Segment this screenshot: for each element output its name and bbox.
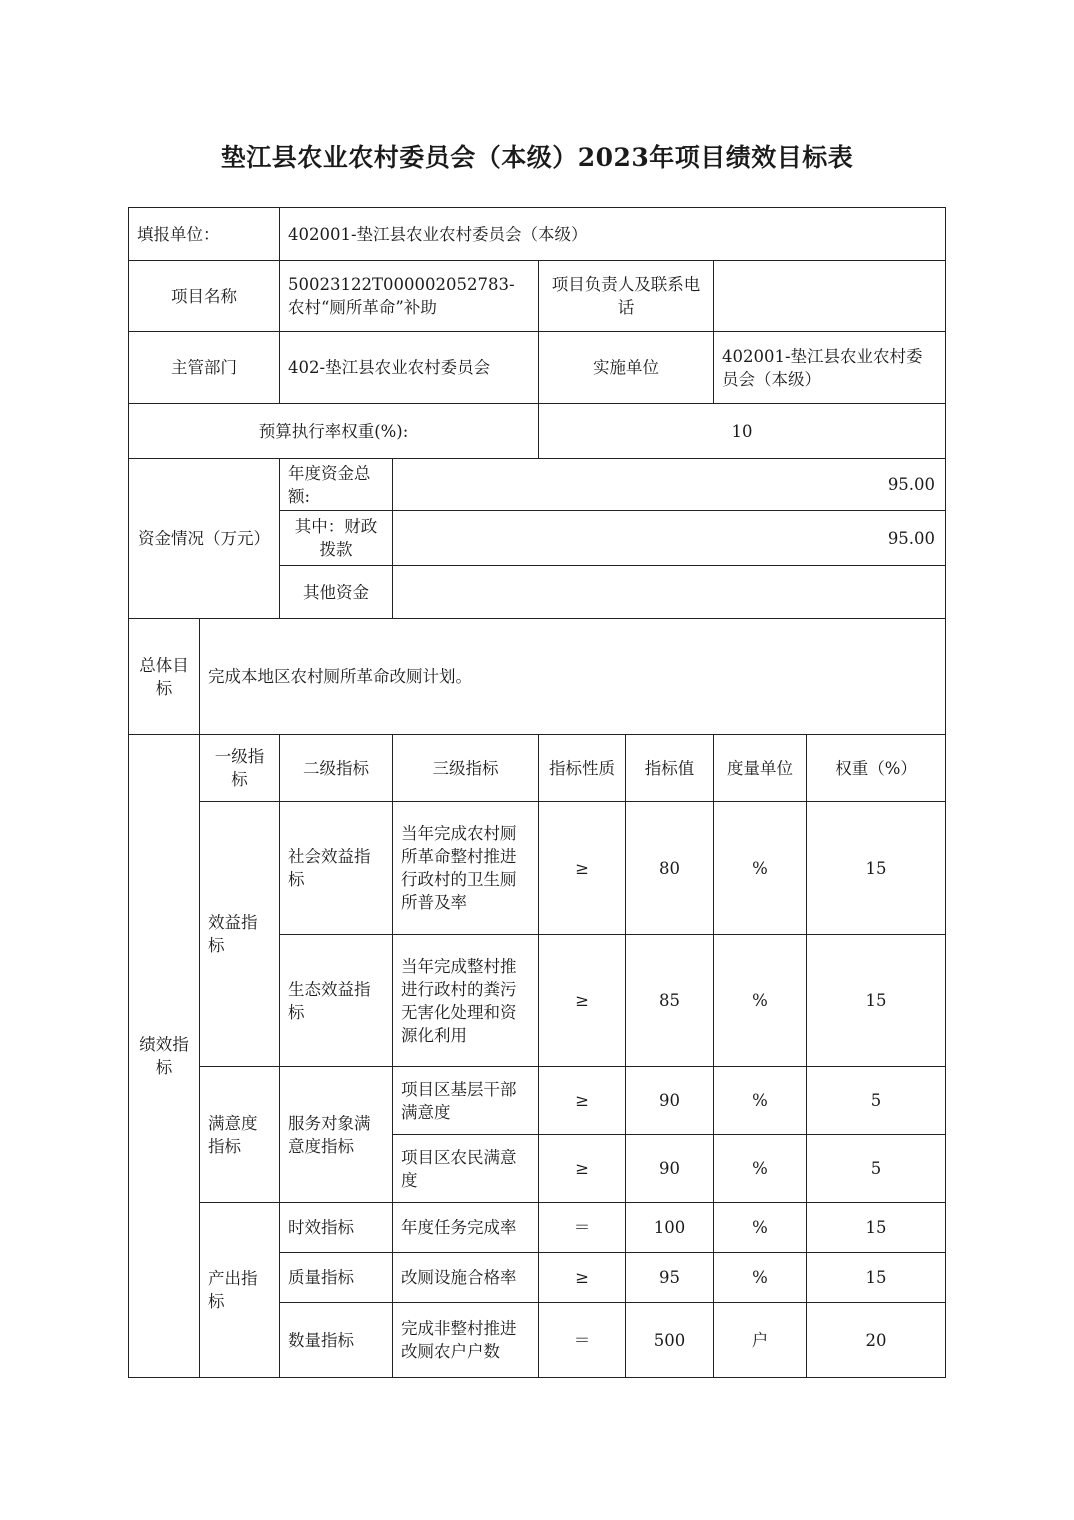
value-cell: 85	[626, 935, 714, 1067]
level2-cell: 生态效益指标	[280, 935, 393, 1067]
value-cell: 80	[626, 802, 714, 935]
reporting-unit-label: 填报单位：	[129, 208, 280, 261]
col-weight: 权重（%）	[807, 735, 946, 802]
funds-other-label: 其他资金	[280, 566, 393, 619]
level3-cell: 项目区基层干部满意度	[393, 1067, 539, 1135]
impl-unit-label: 实施单位	[539, 332, 714, 404]
dept-value: 402-垫江县农业农村委员会	[280, 332, 539, 404]
level3-cell: 项目区农民满意度	[393, 1135, 539, 1203]
contact-label: 项目负责人及联系电话	[539, 261, 714, 332]
level3-cell: 当年完成农村厕所革命整村推进行政村的卫生厕所普及率	[393, 802, 539, 935]
funds-label: 资金情况（万元）	[129, 459, 280, 619]
level1-cell: 产出指标	[200, 1203, 280, 1378]
value-cell: 95	[626, 1253, 714, 1303]
unit-cell: %	[714, 935, 807, 1067]
level2-cell: 质量指标	[280, 1253, 393, 1303]
weight-cell: 15	[807, 935, 946, 1067]
weight-cell: 5	[807, 1135, 946, 1203]
budget-weight-row	[129, 404, 946, 459]
col-value: 指标值	[626, 735, 714, 802]
nature-cell: ≥	[539, 1253, 626, 1303]
contact-value	[714, 261, 946, 332]
table-row	[129, 802, 946, 935]
indicators-label: 绩效指标	[129, 735, 200, 1378]
level2-cell: 数量指标	[280, 1303, 393, 1378]
page-title: 垫江县农业农村委员会（本级）2023年项目绩效目标表	[220, 143, 854, 172]
col-level1: 一级指标	[200, 735, 280, 802]
weight-cell: 15	[807, 1253, 946, 1303]
funds-total-row	[129, 459, 946, 511]
level1-cell: 满意度指标	[200, 1067, 280, 1203]
unit-cell: %	[714, 1253, 807, 1303]
unit-cell: %	[714, 1203, 807, 1253]
table-row	[129, 1067, 946, 1135]
table-row	[129, 1203, 946, 1253]
nature-cell: ≥	[539, 1067, 626, 1135]
weight-cell: 5	[807, 1067, 946, 1135]
department-row	[129, 332, 946, 404]
nature-cell: ＝	[539, 1203, 626, 1253]
col-level2: 二级指标	[280, 735, 393, 802]
dept-label: 主管部门	[129, 332, 280, 404]
funds-other-value	[393, 566, 946, 619]
project-name-value: 50023122T000002052783-农村“厕所革命”补助	[280, 261, 539, 332]
weight-cell: 20	[807, 1303, 946, 1378]
value-cell: 500	[626, 1303, 714, 1378]
level2-cell: 社会效益指标	[280, 802, 393, 935]
overall-goal-label: 总体目标	[129, 619, 200, 735]
value-cell: 90	[626, 1067, 714, 1135]
funds-fiscal-label: 其中：财政拨款	[280, 511, 393, 566]
col-nature: 指标性质	[539, 735, 626, 802]
indicator-header-row	[129, 735, 946, 802]
unit-cell: %	[714, 1135, 807, 1203]
unit-cell: %	[714, 802, 807, 935]
level2-cell: 时效指标	[280, 1203, 393, 1253]
level3-cell: 年度任务完成率	[393, 1203, 539, 1253]
value-cell: 90	[626, 1135, 714, 1203]
budget-weight-label: 预算执行率权重(%):	[129, 404, 539, 459]
project-name-row	[129, 261, 946, 332]
nature-cell: ＝	[539, 1303, 626, 1378]
reporting-unit-row	[129, 208, 946, 261]
level3-cell: 改厕设施合格率	[393, 1253, 539, 1303]
nature-cell: ≥	[539, 802, 626, 935]
value-cell: 100	[626, 1203, 714, 1253]
funds-fiscal-value: 95.00	[393, 511, 946, 566]
unit-cell: 户	[714, 1303, 807, 1378]
funds-total-label: 年度资金总额:	[280, 459, 393, 511]
col-level3: 三级指标	[393, 735, 539, 802]
level2-cell: 服务对象满意度指标	[280, 1067, 393, 1203]
performance-target-table	[128, 207, 946, 1378]
level1-cell: 效益指标	[200, 802, 280, 1067]
weight-cell: 15	[807, 802, 946, 935]
overall-goal-row	[129, 619, 946, 735]
nature-cell: ≥	[539, 1135, 626, 1203]
col-unit: 度量单位	[714, 735, 807, 802]
funds-total-value: 95.00	[393, 459, 946, 511]
project-name-label: 项目名称	[129, 261, 280, 332]
level3-cell: 当年完成整村推进行政村的粪污无害化处理和资源化利用	[393, 935, 539, 1067]
weight-cell: 15	[807, 1203, 946, 1253]
budget-weight-value: 10	[539, 404, 946, 459]
level3-cell: 完成非整村推进改厕农户户数	[393, 1303, 539, 1378]
unit-cell: %	[714, 1067, 807, 1135]
overall-goal-value: 完成本地区农村厕所革命改厕计划。	[200, 619, 946, 735]
reporting-unit-value: 402001-垫江县农业农村委员会（本级）	[280, 208, 946, 261]
impl-unit-value: 402001-垫江县农业农村委员会（本级）	[714, 332, 946, 404]
nature-cell: ≥	[539, 935, 626, 1067]
